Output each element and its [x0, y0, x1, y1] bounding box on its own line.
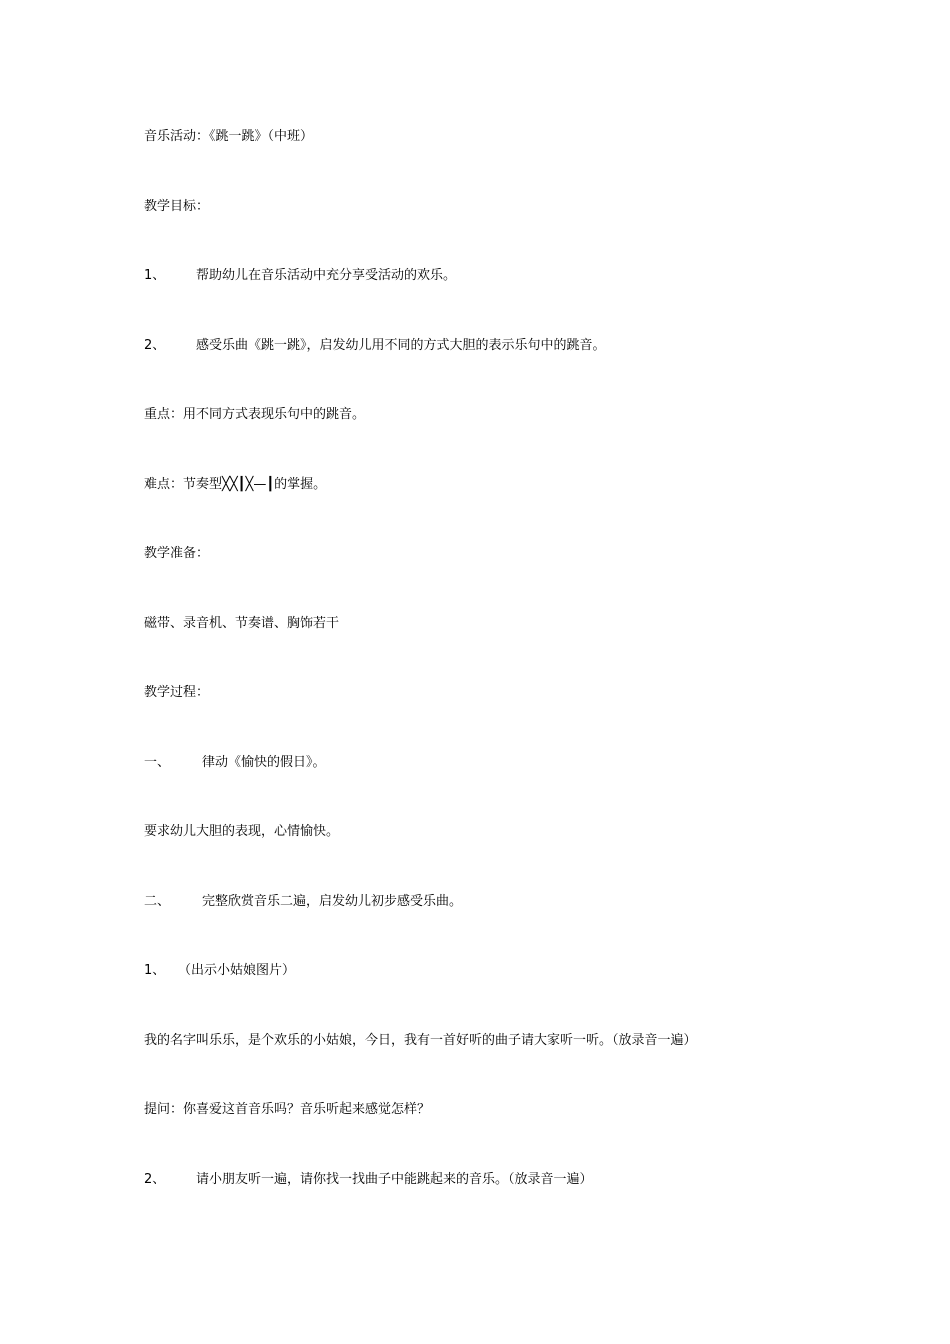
process-heading: 教学过程： — [144, 685, 210, 700]
step-text: 完整欣赏音乐二遍，启发幼儿初步感受乐曲。 — [202, 894, 463, 909]
goal-text: 感受乐曲《跳一跳》，启发幼儿用不同的方式大胆的表示乐句中的跳音。 — [196, 338, 606, 353]
sub-step-number: 2、 — [144, 1172, 166, 1187]
sub-step-2 — [144, 1172, 593, 1188]
sub-step-text: （出示小姑娘图片） — [178, 963, 296, 978]
difficulty — [144, 477, 326, 493]
difficulty-prefix: 难点：节奏型 — [144, 477, 223, 492]
step-number: 二、 — [144, 894, 171, 909]
step-text: 律动《愉快的假日》。 — [202, 755, 326, 770]
goals-heading: 教学目标： — [144, 199, 210, 214]
sub-step-1-question: 提问：你喜爱这首音乐吗？音乐听起来感觉怎样？ — [144, 1102, 431, 1117]
sub-step-number: 1、 — [144, 963, 166, 978]
step-number: 一、 — [144, 755, 171, 770]
document-title: 音乐活动：《跳一跳》（中班） — [144, 129, 314, 144]
difficulty-suffix: 的掌握。 — [274, 477, 327, 492]
sub-step-1-speech: 我的名字叫乐乐，是个欢乐的小姑娘，今日，我有一首好听的曲子请大家听一听。（放录音一遍） — [144, 1033, 697, 1048]
prep-items: 磁带、录音机、节奏谱、胸饰若干 — [144, 616, 340, 631]
goal-text: 帮助幼儿在音乐活动中充分享受活动的欢乐。 — [196, 268, 457, 283]
process-step-2 — [144, 894, 462, 910]
rhythm-notation: ╳╳┃╳—┃ — [222, 477, 275, 492]
process-step-1 — [144, 755, 326, 771]
key-point: 重点：用不同方式表现乐句中的跳音。 — [144, 407, 366, 422]
goal-item-2 — [144, 338, 606, 354]
goal-item-1 — [144, 268, 456, 284]
sub-step-1 — [144, 963, 295, 979]
step-1-note: 要求幼儿大胆的表现，心情愉快。 — [144, 824, 340, 839]
sub-step-text: 请小朋友听一遍，请你找一找曲子中能跳起来的音乐。（放录音一遍） — [196, 1172, 593, 1187]
goal-number: 1、 — [144, 268, 166, 283]
prep-heading: 教学准备： — [144, 546, 210, 561]
goal-number: 2、 — [144, 338, 166, 353]
